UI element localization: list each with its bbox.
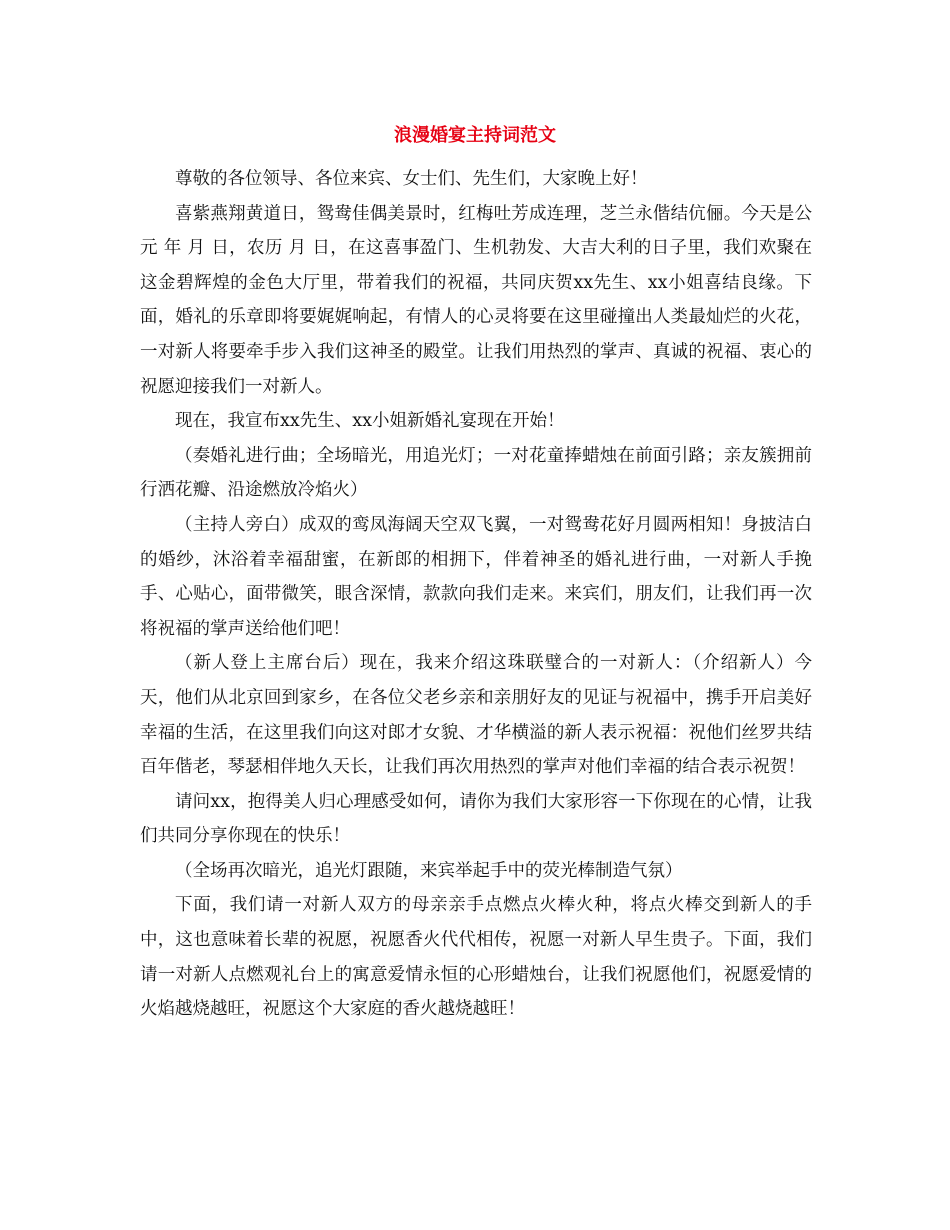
document-title: 浪漫婚宴主持词范文	[394, 125, 556, 146]
paragraph: 请问xx，抱得美人归心理感受如何，请你为我们大家形容一下你现在的心情，让我们共同分享你现在的快乐！	[140, 791, 812, 847]
paragraph: 喜紫燕翔黄道日，鸳鸯佳偶美景时，红梅吐芳成连理，芝兰永偕结伉俪。今天是公元 年 月 日，农历 月 日，在这喜事盈门、生机勃发、大吉大利的日子里，我们欢聚在这金碧辉煌的金色大厅里，带着我们的祝福，共同庆贺xx先生、xx小姐喜结良缘。下面，婚礼的乐章即将要娓娓响起，有情人的心灵将要在这里碰撞出人类最灿烂的火花，一对新人将要牵手步入我们这神圣的殿堂。让我们用热烈的掌声、真诚的祝福、衷心的祝愿迎接我们一对新人。	[140, 203, 812, 397]
paragraph: （主持人旁白）成双的鸾凤海阔天空双飞翼，一对鸳鸯花好月圆两相知！身披洁白的婚纱，沐浴着幸福甜蜜，在新郎的相拥下，伴着神圣的婚礼进行曲，一对新人手挽手、心贴心，面带微笑，眼含深情，款款向我们走来。来宾们，朋友们，让我们再一次将祝福的掌声送给他们吧！	[140, 514, 812, 639]
document-body	[140, 162, 812, 1027]
paragraph: 下面，我们请一对新人双方的母亲亲手点燃点火棒火种，将点火棒交到新人的手中，这也意味着长辈的祝愿，祝愿香火代代相传，祝愿一对新人早生贵子。下面，我们请一对新人点燃观礼台上的寓意爱情永恒的心形蜡烛台，让我们祝愿他们，祝愿爱情的火焰越烧越旺，祝愿这个大家庭的香火越烧越旺！	[140, 895, 812, 1020]
paragraph: （全场再次暗光，追光灯跟随，来宾举起手中的荧光棒制造气氛）	[175, 860, 683, 881]
paragraph: （奏婚礼进行曲；全场暗光，用追光灯；一对花童捧蜡烛在前面引路；亲友簇拥前行洒花瓣、沿途燃放冷焰火）	[140, 445, 812, 501]
paragraph: （新人登上主席台后）现在，我来介绍这珠联璧合的一对新人：（介绍新人）今天，他们从北京回到家乡，在各位父老乡亲和亲朋好友的见证与祝福中，携手开启美好幸福的生活，在这里我们向这对郎才女貌、才华横溢的新人表示祝福：祝他们丝罗共结百年偕老，琴瑟相伴地久天长，让我们再次用热烈的掌声对他们幸福的结合表示祝贺！	[140, 653, 812, 778]
paragraph: 尊敬的各位领导、各位来宾、女士们、先生们，大家晚上好！	[175, 169, 648, 189]
paragraph: 现在，我宣布xx先生、xx小姐新婚礼宴现在开始！	[175, 411, 565, 432]
